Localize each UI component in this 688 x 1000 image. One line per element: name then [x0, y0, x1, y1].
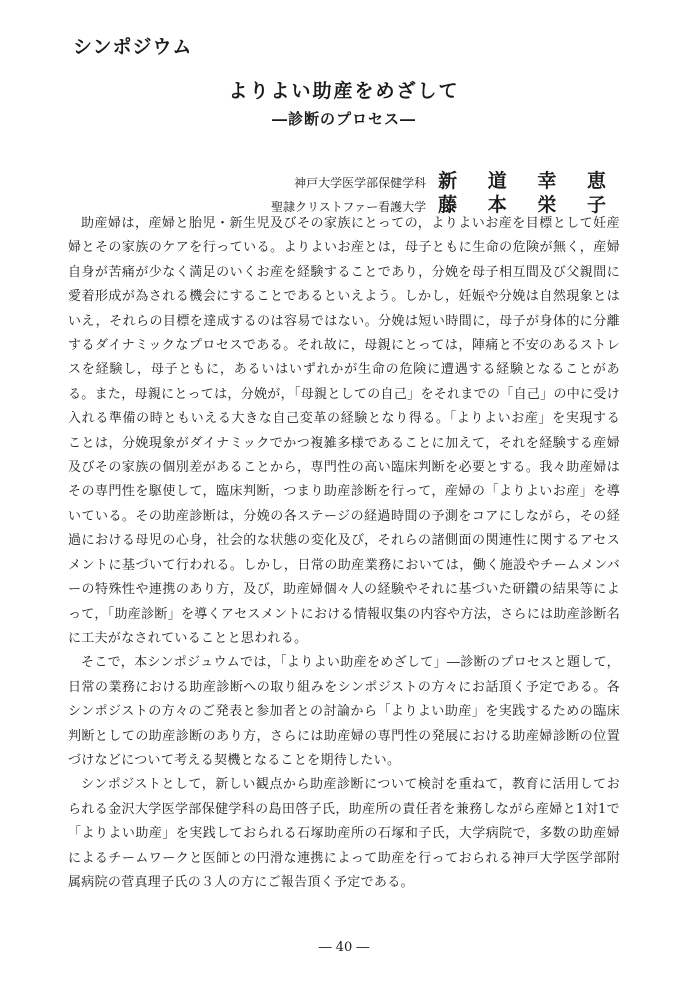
author-block — [270, 166, 618, 216]
author-row — [271, 166, 618, 192]
author-affiliation: 神戸大学医学部保健学科 — [294, 176, 427, 190]
body-paragraph: シンポジストとして，新しい観点から助産診断について検討を重ねて，教育に活用しておられる金沢大学医学部保健学科の島田啓子氏，助産所の責任者を兼務しながら産婦と1対1で「よりよい助産」を実践しておられる石塚助産所の石塚和子氏，大学病院で，多数の助産婦によるチームワークと医師との円滑な連携によって助産を行っておられる神戸大学医学部附属病院の菅真理子氏の３人の方にご報告頂く予定である。 — [68, 777, 620, 890]
body-paragraph: そこで，本シンポジュウムでは，「よりよい助産をめざして」―診断のプロセスと題して，日常の業務における助産診断への取り組みをシンポジストの方々にお話頂く予定である。各シンポジストの方々のご発表と参加者との討論から「よりよい助産」を実践するための臨床判断としての助産診断のあり方，さらには助産婦の専門性の発展における助産婦診断の位置づけなどについて考える契機となることを期待したい。 — [68, 655, 620, 768]
author-name: 新 道 幸 恵 — [438, 170, 618, 192]
author-affiliation: 聖隷クリストファー看護大学 — [270, 200, 427, 214]
author-row — [270, 190, 618, 216]
section-label: シンポジウム — [73, 36, 193, 58]
body-paragraph: 助産婦は，産婦と胎児・新生児及びその家族にとっての，よりよいお産を目標として妊産婦とその家族のケアを行っている。よりよいお産とは，母子ともに生命の危険が無く，産婦自身が苦痛が少なく満足のいくお産を経験することであり，分娩を母子相互間及び父親間に愛着形成が為される機会にすることであるといえよう。しかし，妊娠や分娩は自然現象とはいえ，それらの目標を達成するのは容易ではない。分娩は短い時間に，母子が身体的に分離するダイナミックなプロセスである。それ故に，母親にとっては，陣痛と不安のあるストレスを経験し，母子ともに，あるいはいずれかが生命の危険に遭遇する経験となることがある。また，母親にとっては，分娩が，「母親としての自己」をそれまでの「自己」の中に受け入れる準備の時ともいえる大きな自己変革の経験となり得る。「よりよいお産」を実現することは，分娩現象がダイナミックでかつ複雑多様であることに加えて，それを経験する産婦及びその家族の個別差があることから，専門性の高い臨床判断を必要とする。我々助産婦はその専門性を駆使して，臨床判断，つまり助産診断を行って，産婦の「よりよいお産」を導いている。その助産診断は，分娩の各ステージの経過時間の予測をコアにしながら，その経過における母児の心身，社会的な状態の変化及び，それらの諸側面の関連性に関するアセスメントに基づいて行われる。しかし，日常の助産業務においては，働く施設やチームメンバーの特殊性や連携のあり方，及び，助産婦個々人の経験やそれに基づいた研鑽の結果等によって，「助産診断」を導くアセスメントにおける情報収集の内容や方法，さらには助産診断名に工夫がなされていることと思われる。 — [68, 216, 620, 646]
article-body — [68, 212, 620, 895]
author-name: 藤 本 栄 子 — [438, 194, 618, 216]
article-subtitle: ―診断のプロセス― — [271, 110, 416, 128]
page-number: ― 40 ― — [318, 940, 370, 955]
article-title: よりよい助産をめざして — [228, 80, 460, 102]
